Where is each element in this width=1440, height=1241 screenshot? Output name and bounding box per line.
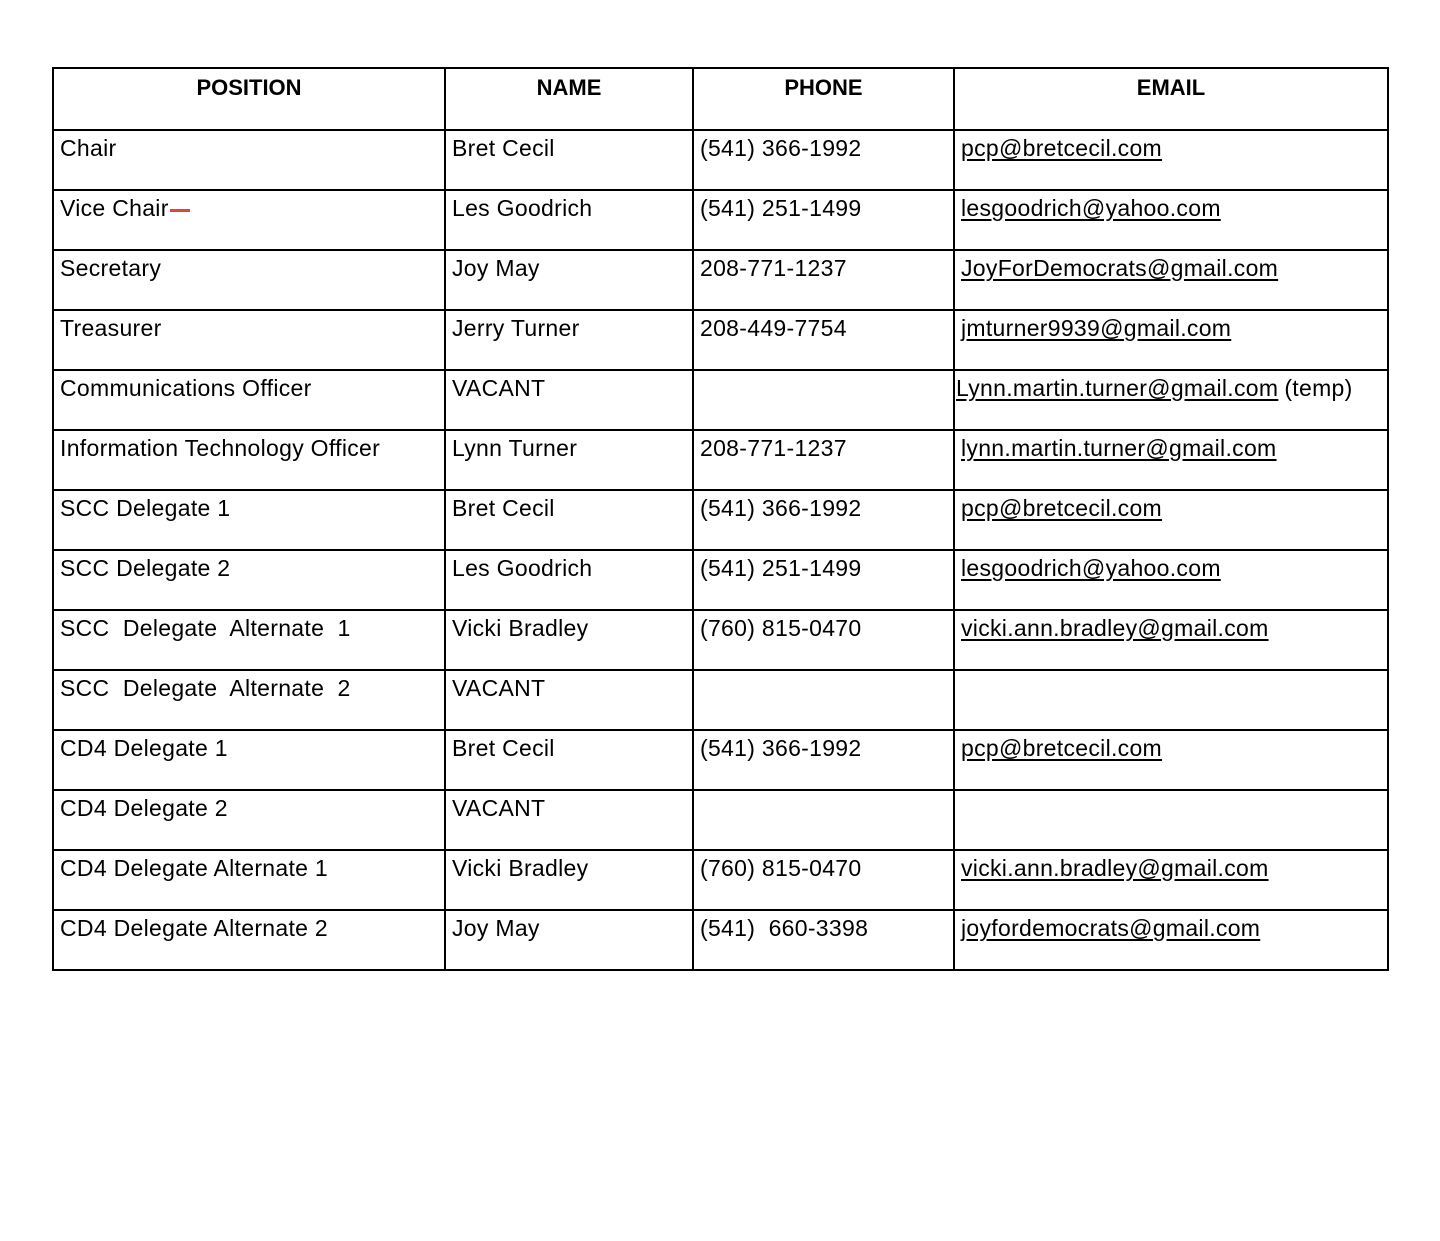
table-row	[53, 610, 1388, 670]
email-cell	[954, 190, 1388, 250]
email-link[interactable]: pcp@bretcecil.com	[961, 735, 1163, 761]
header-name: NAME	[445, 68, 693, 130]
table-row	[53, 550, 1388, 610]
phone-cell: (541) 251-1499	[693, 190, 954, 250]
position-label: Vice Chair	[60, 195, 169, 221]
header-phone: PHONE	[693, 68, 954, 130]
position-cell	[53, 790, 445, 850]
position-cell	[53, 250, 445, 310]
phone-cell: (541) 366-1992	[693, 490, 954, 550]
position-cell	[53, 370, 445, 430]
name-cell: Les Goodrich	[445, 190, 693, 250]
edit-mark-dash	[170, 209, 190, 212]
name-cell: VACANT	[445, 790, 693, 850]
table-row	[53, 250, 1388, 310]
table-row	[53, 130, 1388, 190]
table-row	[53, 730, 1388, 790]
table-header-row	[53, 68, 1388, 130]
email-cell	[954, 550, 1388, 610]
phone-cell	[693, 670, 954, 730]
table-row	[53, 790, 1388, 850]
phone-cell: (760) 815-0470	[693, 850, 954, 910]
email-cell	[954, 430, 1388, 490]
email-cell	[954, 730, 1388, 790]
name-cell: Jerry Turner	[445, 310, 693, 370]
table-row	[53, 190, 1388, 250]
email-cell	[954, 250, 1388, 310]
email-cell	[954, 610, 1388, 670]
table-row	[53, 370, 1388, 430]
email-link[interactable]: lesgoodrich@yahoo.com	[961, 555, 1221, 581]
phone-cell: (541) 366-1992	[693, 730, 954, 790]
email-cell	[954, 910, 1388, 970]
phone-cell	[693, 370, 954, 430]
table-row	[53, 430, 1388, 490]
email-link[interactable]: pcp@bretcecil.com	[961, 135, 1163, 161]
name-cell: Les Goodrich	[445, 550, 693, 610]
header-email: EMAIL	[954, 68, 1388, 130]
email-cell	[954, 790, 1388, 850]
table-row	[53, 850, 1388, 910]
position-label: Communications Officer	[60, 375, 312, 401]
phone-cell: (541) 366-1992	[693, 130, 954, 190]
table-row	[53, 310, 1388, 370]
email-link[interactable]: Lynn.martin.turner@gmail.com	[956, 375, 1279, 401]
email-link[interactable]: pcp@bretcecil.com	[961, 495, 1163, 521]
email-link[interactable]: jmturner9939@gmail.com	[961, 315, 1232, 341]
position-label: CD4 Delegate 1	[60, 735, 228, 761]
email-cell	[954, 670, 1388, 730]
email-link[interactable]: vicki.ann.bradley@gmail.com	[961, 855, 1269, 881]
position-label: Chair	[60, 135, 117, 161]
position-label: CD4 Delegate 2	[60, 795, 228, 821]
phone-cell: (760) 815-0470	[693, 610, 954, 670]
name-cell: VACANT	[445, 370, 693, 430]
position-label: SCC Delegate Alternate 1	[60, 615, 351, 641]
email-link[interactable]: lesgoodrich@yahoo.com	[961, 195, 1221, 221]
phone-cell: (541) 251-1499	[693, 550, 954, 610]
position-label: SCC Delegate 2	[60, 555, 231, 581]
email-cell	[954, 490, 1388, 550]
phone-cell: 208-771-1237	[693, 430, 954, 490]
phone-cell	[693, 790, 954, 850]
email-link[interactable]: JoyForDemocrats@gmail.com	[961, 255, 1279, 281]
phone-cell: 208-771-1237	[693, 250, 954, 310]
name-cell: Bret Cecil	[445, 490, 693, 550]
position-label: Secretary	[60, 255, 162, 281]
email-note: (temp)	[1284, 375, 1353, 401]
position-cell	[53, 550, 445, 610]
table-row	[53, 670, 1388, 730]
name-cell: Vicki Bradley	[445, 850, 693, 910]
officers-table	[52, 67, 1389, 971]
position-cell	[53, 430, 445, 490]
email-cell	[954, 370, 1388, 430]
email-cell	[954, 850, 1388, 910]
position-cell	[53, 310, 445, 370]
name-cell: Bret Cecil	[445, 130, 693, 190]
email-link[interactable]: joyfordemocrats@gmail.com	[961, 915, 1261, 941]
position-cell	[53, 910, 445, 970]
phone-cell: 208-449-7754	[693, 310, 954, 370]
table-row	[53, 490, 1388, 550]
position-label: Information Technology Officer	[60, 435, 381, 461]
position-cell	[53, 490, 445, 550]
position-cell	[53, 610, 445, 670]
phone-cell: (541) 660-3398	[693, 910, 954, 970]
email-link[interactable]: lynn.martin.turner@gmail.com	[961, 435, 1277, 461]
position-cell	[53, 670, 445, 730]
name-cell: Vicki Bradley	[445, 610, 693, 670]
table-row	[53, 910, 1388, 970]
name-cell: VACANT	[445, 670, 693, 730]
position-label: CD4 Delegate Alternate 2	[60, 915, 329, 941]
position-label: Treasurer	[60, 315, 162, 341]
table-body	[53, 130, 1388, 970]
name-cell: Lynn Turner	[445, 430, 693, 490]
position-label: CD4 Delegate Alternate 1	[60, 855, 329, 881]
position-cell	[53, 730, 445, 790]
position-label: SCC Delegate Alternate 2	[60, 675, 351, 701]
position-cell	[53, 850, 445, 910]
name-cell: Bret Cecil	[445, 730, 693, 790]
position-cell	[53, 130, 445, 190]
name-cell: Joy May	[445, 910, 693, 970]
email-cell	[954, 130, 1388, 190]
position-cell	[53, 190, 445, 250]
email-cell	[954, 310, 1388, 370]
position-label: SCC Delegate 1	[60, 495, 231, 521]
email-link[interactable]: vicki.ann.bradley@gmail.com	[961, 615, 1269, 641]
header-position: POSITION	[53, 68, 445, 130]
name-cell: Joy May	[445, 250, 693, 310]
